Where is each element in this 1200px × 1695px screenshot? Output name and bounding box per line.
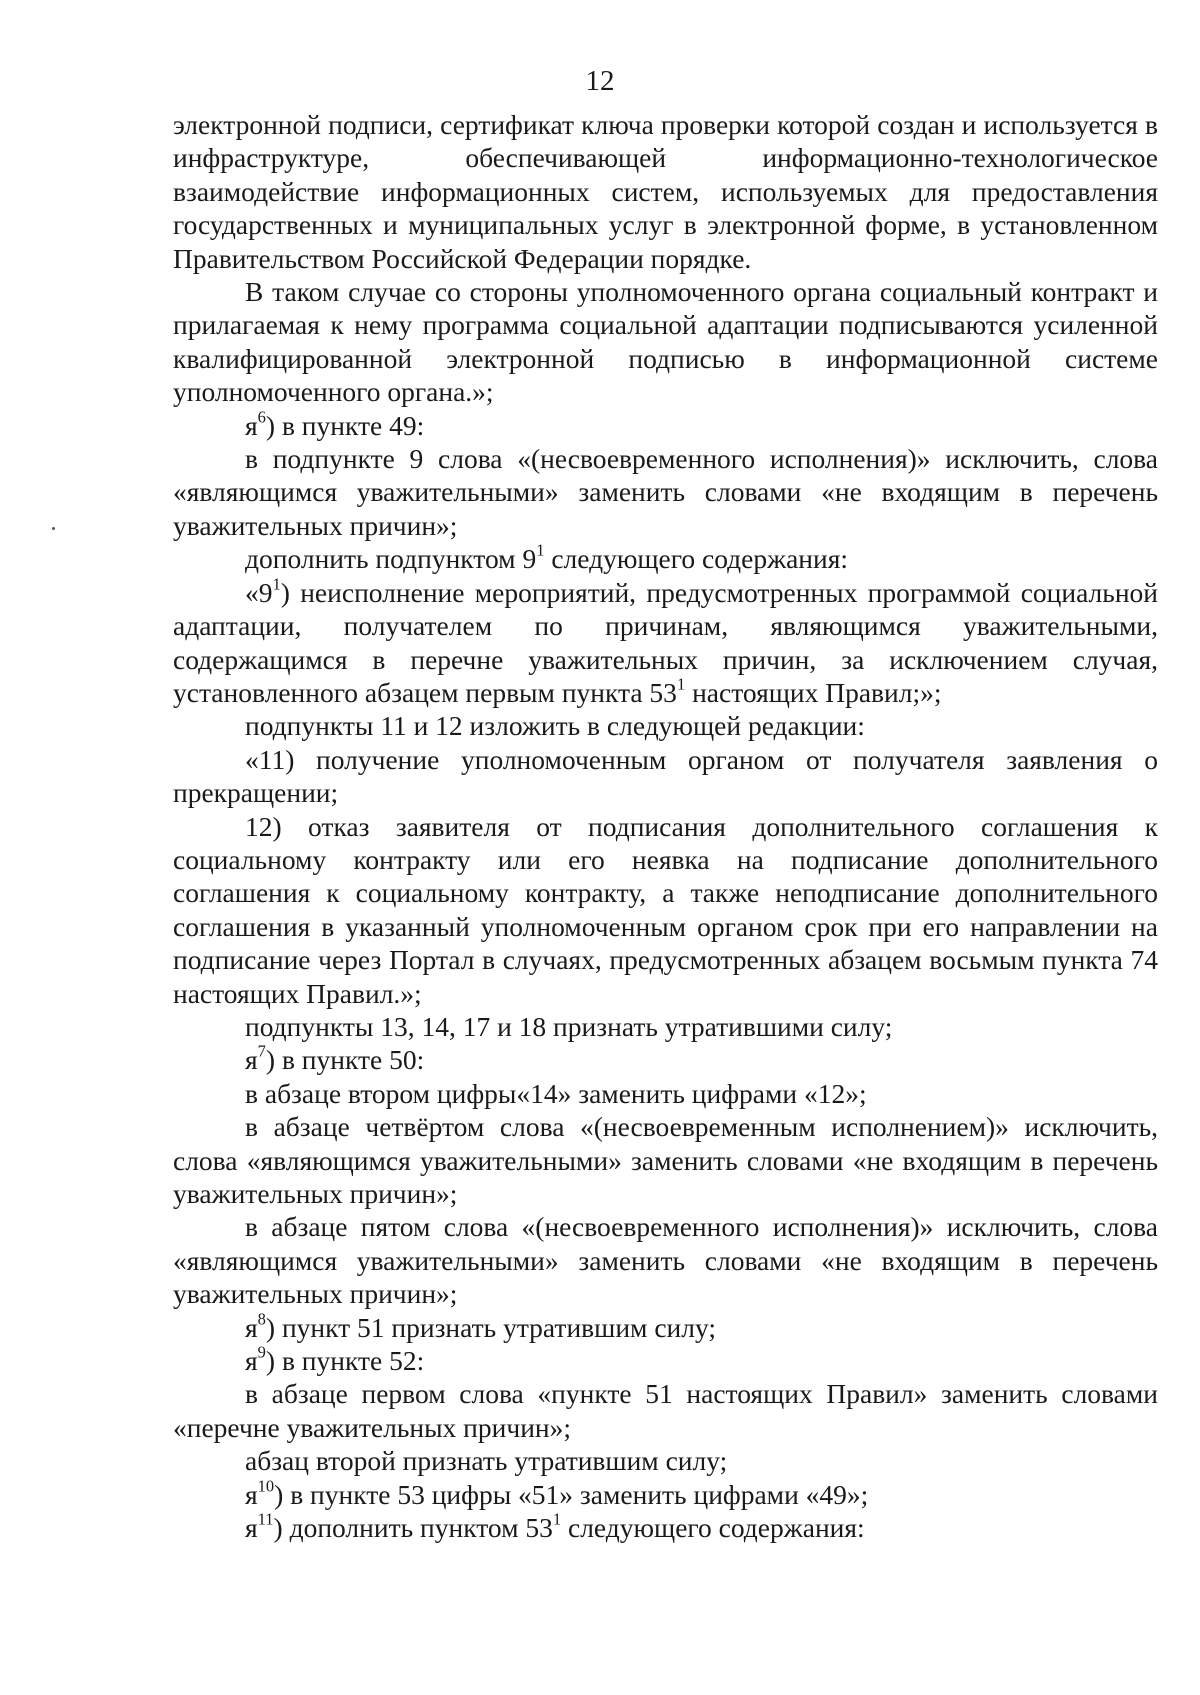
superscript: 7 bbox=[257, 1042, 266, 1061]
paragraph-text: настоящих Правил;»; bbox=[685, 676, 942, 708]
paragraph-text: в абзаце пятом слова «(несвоевременного исполнения)» исключить, слова «являющимся уважительными» заменить словами «не входящим в перечень уважительных причин»; bbox=[173, 1211, 1158, 1310]
paragraph-p8 bbox=[173, 743, 1158, 810]
paragraph-text: я bbox=[245, 1512, 258, 1544]
superscript: 11 bbox=[257, 1509, 274, 1529]
paragraph-text: подпункты 13, 14, 17 и 18 признать утратившими силу; bbox=[245, 1010, 893, 1042]
paragraph-p11 bbox=[173, 1043, 1158, 1076]
paragraph-text: «11) получение уполномоченным органом от получателя заявления о прекращении; bbox=[173, 743, 1158, 809]
paragraph-text: в абзаце первом слова «пункте 51 настоящих Правил» заменить словами «перечне уважительных причин»; bbox=[173, 1378, 1158, 1443]
paragraph-text: ) неисполнение мероприятий, предусмотренных программой социальной адаптации, получателем по причинам, являющимся уважительными, содержащимся в перечне уважительных причин, за исключением случая, установленного абзацем первым пункта 53 bbox=[173, 576, 1158, 708]
paragraph-text: дополнить подпунктом 9 bbox=[245, 543, 537, 575]
paragraph-text: я bbox=[245, 1345, 258, 1377]
paragraph-p2 bbox=[173, 275, 1158, 409]
paragraph-p15 bbox=[173, 1311, 1158, 1344]
superscript: 1 bbox=[676, 674, 686, 694]
superscript: 8 bbox=[257, 1309, 266, 1329]
paragraph-text: следующего содержания: bbox=[561, 1512, 865, 1544]
page-number: 12 bbox=[585, 65, 615, 97]
paragraph-text: 12) отказ заявителя от подписания дополнительного соглашения к социальному контракту или его неявка на подписание дополнительного соглашения к социальному контракту, а также неподписание дополнительного соглашения в указанный уполномоченным органом срок при его направлении на подписание через Портал в случаях, предусмотренных абзацем восьмым пункта 74 настоящих Правил.»; bbox=[173, 810, 1158, 1009]
paragraph-text: ) в пункте 49: bbox=[265, 409, 425, 441]
superscript: 1 bbox=[272, 574, 281, 594]
paragraph-p1 bbox=[173, 108, 1158, 275]
superscript: 9 bbox=[257, 1342, 266, 1362]
paragraph-p13 bbox=[173, 1110, 1158, 1210]
paragraph-text: электронной подписи, сертификат ключа проверки которой создан и используется в инфраструктуре, обеспечивающей информационно-технологическое взаимодействие информационных систем, используемых для предоставления государственных и муниципальных услуг в электронной форме, в установленном Правительством Российской Федерации порядке. bbox=[173, 109, 1158, 274]
paragraph-p10 bbox=[173, 1010, 1158, 1043]
paragraph-text: подпункты 11 и 12 изложить в следующей редакции: bbox=[245, 710, 865, 742]
paragraph-text: в подпункте 9 слова «(несвоевременного исполнения)» исключить, слова «являющимся уважительными» заменить словами «не входящим в перечень уважительных причин»; bbox=[173, 443, 1158, 541]
paragraph-text: В таком случае со стороны уполномоченного органа социальный контракт и прилагаемая к нему программа социальной адаптации подписываются усиленной квалифицированной электронной подписью в информационной системе уполномоченного органа.»; bbox=[173, 276, 1158, 408]
paragraph-text: я bbox=[245, 409, 258, 441]
paragraph-p17 bbox=[173, 1377, 1158, 1444]
paragraph-text: я bbox=[245, 1478, 258, 1510]
paragraph-text: в абзаце четвёртом слова «(несвоевременным исполнением)» исключить, слова «являющимся уважительными» заменить словами «не входящим в перечень уважительных причин»; bbox=[173, 1111, 1158, 1209]
paragraph-text: я bbox=[245, 1044, 258, 1076]
paragraph-p6 bbox=[173, 576, 1158, 710]
paragraph-text: ) пункт 51 признать утратившим силу; bbox=[265, 1311, 716, 1343]
paragraph-text: я bbox=[245, 1311, 258, 1343]
paragraph-p19 bbox=[173, 1478, 1158, 1511]
paragraph-text: абзац второй признать утратившим силу; bbox=[245, 1445, 728, 1477]
paragraph-text: ) в пункте 52: bbox=[265, 1345, 425, 1377]
superscript: 6 bbox=[257, 407, 266, 427]
paragraph-p16 bbox=[173, 1344, 1158, 1377]
paragraph-p4 bbox=[173, 442, 1158, 542]
paragraph-p18 bbox=[173, 1444, 1158, 1477]
superscript: 1 bbox=[552, 1509, 562, 1529]
paragraph-text: в абзаце втором цифры«14» заменить цифрами «12»; bbox=[245, 1077, 867, 1109]
paragraph-text: следующего содержания: bbox=[544, 543, 849, 575]
superscript: 1 bbox=[536, 540, 545, 560]
paragraph-text: ) в пункте 53 цифры «51» заменить цифрами «49»; bbox=[274, 1478, 869, 1510]
paragraph-p9 bbox=[173, 810, 1158, 1010]
paragraph-p3 bbox=[173, 409, 1158, 442]
paragraph-p12 bbox=[173, 1077, 1158, 1110]
paragraph-text: ) в пункте 50: bbox=[265, 1044, 425, 1076]
scan-speck bbox=[52, 527, 55, 530]
superscript: 10 bbox=[257, 1476, 275, 1496]
paragraph-p5 bbox=[173, 542, 1158, 575]
paragraph-p20 bbox=[173, 1511, 1158, 1544]
paragraph-p14 bbox=[173, 1210, 1158, 1310]
document-body bbox=[173, 108, 1158, 1544]
paragraph-text: «9 bbox=[245, 576, 273, 608]
paragraph-p7 bbox=[173, 709, 1158, 742]
paragraph-text: ) дополнить пунктом 53 bbox=[273, 1512, 553, 1544]
